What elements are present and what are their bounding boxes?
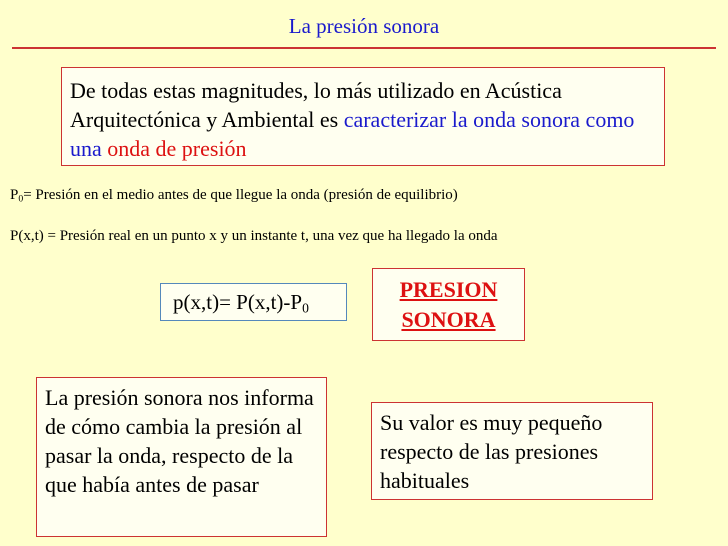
slide-title: La presión sonora [288, 14, 440, 38]
formula-subscript: 0 [302, 300, 309, 316]
p0-symbol: P [10, 187, 19, 203]
p0-subscript: 0 [18, 193, 24, 205]
formula-main: p(x,t)= P(x,t)-P [173, 290, 303, 314]
definition-pxt: P(x,t) = Presión real en un punto x y un instante t, una vez que ha llegado la onda [10, 228, 498, 244]
label-line-2: SONORA [401, 307, 496, 332]
label-line-1: PRESION [399, 277, 498, 302]
sound-pressure-label-box [372, 268, 525, 341]
definition-p0 [10, 188, 458, 203]
intro-text-blue: caracterizar la onda sonora como una [70, 107, 635, 161]
intro-text-black: De todas estas magnitudes, lo más utilizado en Acústica Arquitectónica y Ambiental es [70, 78, 562, 132]
title-underline [12, 47, 716, 49]
intro-text-red: onda de presión [107, 136, 247, 161]
formula-box [160, 283, 347, 321]
note-left-box: La presión sonora nos informa de cómo cambia la presión al pasar la onda, respecto de la que había antes de pasar [36, 377, 327, 537]
intro-box [61, 67, 665, 166]
p0-definition-text: = Presión en el medio antes de que llegue la onda (presión de equilibrio) [23, 187, 458, 203]
note-right-box: Su valor es muy pequeño respecto de las presiones habituales [371, 402, 653, 500]
